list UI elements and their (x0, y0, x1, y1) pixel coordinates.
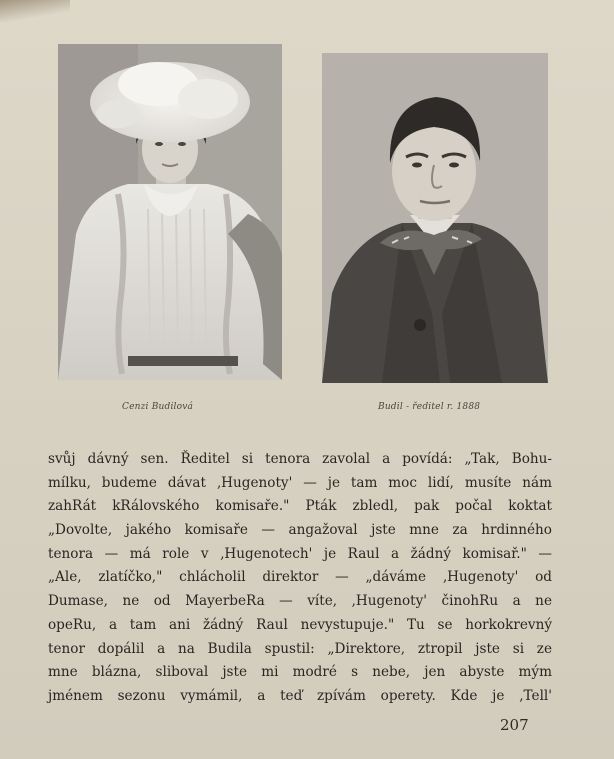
text-line: tenora — má role v ‚Hugenotech' je Raul a žádný komisař." — (48, 545, 552, 562)
text-line: jménem sezonu vymámil, a teď zpívám operety. Kde je ‚Tell' (48, 687, 552, 704)
text-line: tenor dopálil a na Budila spustil: „Direktore, ztropil jste si ze (48, 640, 552, 657)
text-line: mne blázna, sliboval jste mi modré s nebe, jen abyste mým (48, 664, 552, 681)
text-line: svůj dávný sen. Ředitel si tenora zavolal a povídá: „Tak, Bohu- (48, 451, 552, 467)
text-line: mílku, budeme dávat ‚Hugenoty' — je tam moc lidí, musíte nám (48, 474, 552, 491)
text-line: opeRu, a tam ani žádný Raul nevystupuje." Tu se horkokrevný (48, 616, 552, 633)
portrait-photo-cenzi-budilova (58, 44, 282, 380)
text-line: Dumase, ne od MayerbeRa — víte, ‚Hugenoty' činohRu a ne (48, 593, 552, 610)
portrait-photo-budil (322, 53, 548, 383)
photo-caption-left: Cenzi Budilová (122, 402, 194, 412)
portrait-man-illustration (322, 53, 548, 383)
text-line: „Dovolte, jakého komisaře — angažoval jste mne za hrdinného (48, 522, 552, 539)
page-number: 207 (500, 716, 529, 734)
page-corner-shadow (0, 0, 70, 22)
photo-caption-right: Budil - ředitel r. 1888 (378, 402, 481, 412)
portrait-woman-illustration (58, 44, 282, 380)
body-text (48, 448, 552, 709)
text-line: „Ale, zlatíčko," chlácholil direktor — „dáváme ‚Hugenoty' od (48, 569, 552, 586)
text-line: zahRát kRálovského komisaře." Pták zbledl, pak počal koktat (48, 498, 552, 515)
